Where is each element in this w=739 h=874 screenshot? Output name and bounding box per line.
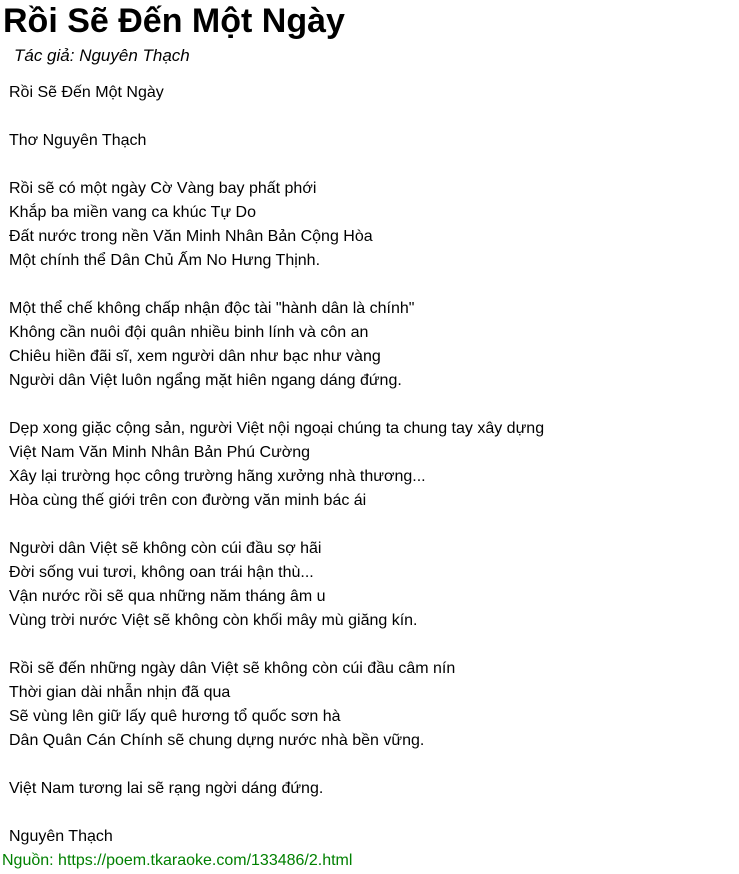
poem-line: Vận nước rồi sẽ qua những năm tháng âm u	[9, 588, 326, 606]
poem-block	[9, 177, 739, 273]
poem-block	[9, 417, 739, 513]
poem-line: Người dân Việt luôn ngẩng mặt hiên ngang dáng đứng.	[9, 372, 402, 390]
poem-line: Không cần nuôi đội quân nhiều binh lính và côn an	[9, 324, 369, 342]
poem-line: Việt Nam tương lai sẽ rạng ngời dáng đứng.	[9, 780, 324, 798]
poem-line: Thơ Nguyên Thạch	[9, 132, 147, 150]
poem-line: Rồi Sẽ Đến Một Ngày	[9, 84, 164, 102]
poem-line: Dẹp xong giặc cộng sản, người Việt nội ngoại chúng ta chung tay xây dựng	[9, 420, 545, 438]
poem-block	[9, 825, 739, 849]
source-label: Nguồn:	[2, 852, 54, 870]
poem-line: Nguyên Thạch	[9, 828, 113, 846]
poem-block	[9, 537, 739, 633]
poem-line: Xây lại trường học công trường hãng xưởng nhà thương...	[9, 468, 426, 486]
poem-line: Khắp ba miền vang ca khúc Tự Do	[9, 204, 256, 222]
poem-block	[9, 297, 739, 393]
poem-line: Chiêu hiền đãi sĩ, xem người dân như bạc như vàng	[9, 348, 381, 366]
author-line: Tác giả: Nguyên Thạch	[14, 46, 190, 66]
poem-line: Người dân Việt sẽ không còn cúi đầu sợ hãi	[9, 540, 322, 558]
poem-line: Một thể chế không chấp nhận độc tài "hành dân là chính"	[9, 300, 415, 318]
poem-block	[9, 777, 739, 801]
poem-line: Việt Nam Văn Minh Nhân Bản Phú Cường	[9, 444, 311, 462]
poem-line: Rồi sẽ có một ngày Cờ Vàng bay phất phới	[9, 180, 317, 198]
poem-body	[9, 81, 739, 849]
poem-block	[9, 657, 739, 753]
poem-line: Hòa cùng thế giới trên con đường văn minh bác ái	[9, 492, 367, 510]
source-line	[2, 849, 739, 873]
poem-line: Vùng trời nước Việt sẽ không còn khối mây mù giăng kín.	[9, 612, 418, 630]
poem-block	[9, 81, 739, 105]
poem-line: Đất nước trong nền Văn Minh Nhân Bản Cộng Hòa	[9, 228, 373, 246]
poem-line: Sẽ vùng lên giữ lấy quê hương tổ quốc sơn hà	[9, 708, 341, 726]
poem-line: Thời gian dài nhẫn nhịn đã qua	[9, 684, 231, 702]
poem-block	[9, 129, 739, 153]
poem-line: Dân Quân Cán Chính sẽ chung dựng nước nhà bền vững.	[9, 732, 425, 750]
poem-line: Đời sống vui tươi, không oan trái hận thù...	[9, 564, 314, 582]
poem-line: Rồi sẽ đến những ngày dân Việt sẽ không còn cúi đầu câm nín	[9, 660, 456, 678]
poem-line: Một chính thể Dân Chủ Ấm No Hưng Thịnh.	[9, 252, 321, 270]
page-title: Rồi Sẽ Đến Một Ngày	[3, 2, 345, 40]
source-url-link[interactable]: https://poem.tkaraoke.com/133486/2.html	[58, 852, 353, 870]
